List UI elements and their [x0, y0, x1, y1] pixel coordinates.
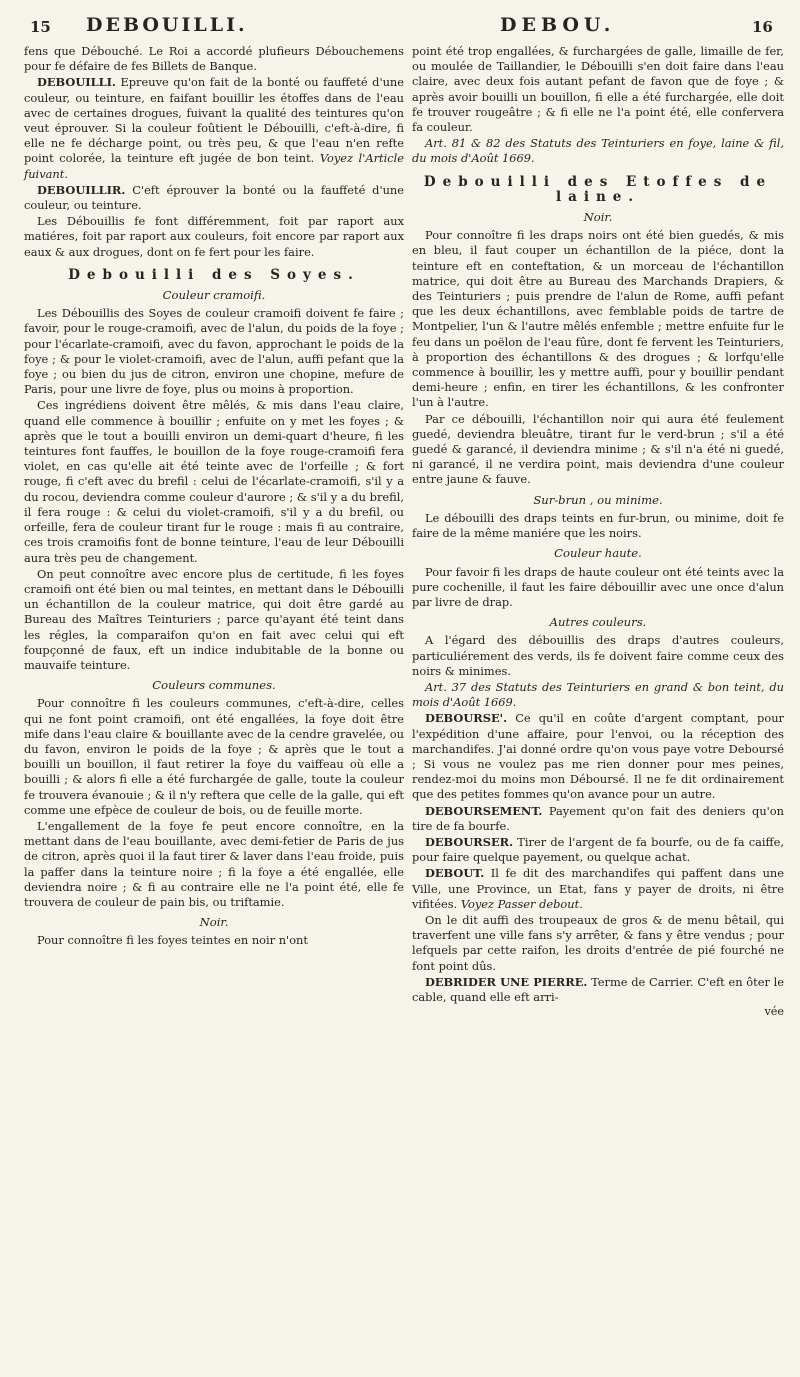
paragraph: fens que Débouché. Le Roi a accordé plufieurs Débouchemens pour fe défaire de fes Billets de Banque. — [24, 44, 404, 74]
entry-headword: DEBOUT. — [425, 866, 485, 881]
paragraph: Pour connoître fi les couleurs communes, c'eft-à-dire, celles qui ne font point cramoifi, ont été engallées, la foye doit être mife dans l'eau claire & bouillante avec de la cendre gravelée, ou du favon, environ le poids de la foye ; & après que le tout a bouilli un bouillon, il faut retirer la foye du vaiffeau où elle a bouilli ; & alors fi elle a été furchargée de galle, toute la couleur fe trouvera évanouie ; & il n'y reftera que celle de la galle, qui eft comme une efpèce de couleur de bois, ou de feuille morte. — [24, 696, 404, 817]
reference-text: Art. 81 & 82 des Statuts des Teinturiers en foye, laine & fil, du mois d'Août 1669. — [412, 136, 784, 166]
entry-debout — [412, 866, 784, 912]
entry-headword: DEBOURSEMENT. — [425, 803, 543, 818]
left-column — [24, 44, 404, 950]
reference-text: Art. 37 des Statuts des Teinturiers en grand & bon teint, du mois d'Août 1669. — [412, 679, 784, 710]
paragraph: Par ce débouilli, l'échantillon noir qui aura été feulement guedé, deviendra bleuâtre, tirant fur le verd-brun ; s'il a été guedé & garancé, il deviendra minime ; & s'il n'a été ni guedé, ni garancé, il ne verdira point, mais deviendra d'une couleur entre jaune & fauve. — [412, 411, 784, 487]
entry-text: Epreuve qu'on fait de la bonté ou fauffeté d'une couleur, ou teinture, en faifant bouillir les étoffes dans de l'eau avec de certaines drogues, fuivant la qualité des teintures qu'on veut éprouver. Si la couleur foûtient le Débouilli, c'eft-à-dire, fi elle ne fe décharge point, ou très peu, & que l'eau n'en refte point colorée, la teinture eft jugée de bon teint. — [24, 75, 404, 166]
right-running-title: DEBOU. — [500, 14, 616, 36]
paragraph: Pour connoître fi les foyes teintes en noir n'ont — [37, 933, 308, 948]
paragraph: On le dit auffi des troupeaux de gros & de menu bêtail, qui traverfent une ville fans s'y arrêter, & fans y être vendus ; pour lefquels par cette raifon, les droits d'entrée de pié fourché ne font point dûs. — [412, 912, 784, 973]
paragraph: A l'égard des débouillis des draps d'autres couleurs, particuliérement des verds, ils fe doivent faire comme ceux des noirs & minimes. — [412, 633, 784, 678]
paragraph: Pour connoître fi les draps noirs ont été bien guedés, & mis en bleu, il faut couper un échantillon de la piéce, dont la teinture eft en conteftation, & un morceau de l'échantillon matrice, qui doit être au Bureau des Marchands Drapiers, & des Teinturiers ; puis prendre de l'alun de Rome, auffi pefant que les deux échantillons, avec femblable poids de tartre de Montpelier, l'un & l'autre mêlés enfemble ; mettre enfuite fur le feu dans un poëlon de l'eau fûre, dont fe fervent les Teinturiers, à proportion des échantillons & des drogues ; & lorfqu'elle commence à bouillir, les y mettre auffi, pour y bouillir pendant demi-heure ; enfin, en tirer les échantillons, & les confronter l'un à l'autre. — [412, 228, 784, 410]
entry-text: Terme de Carrier. C'eft en ôter le cable, quand elle eft arri- — [412, 974, 785, 1004]
paragraph: Les Débouillis des Soyes de couleur cramoifi doivent fe faire ; favoir, pour le rouge-cramoifi, avec de l'alun, du poids de la foye ; pour l'écarlate-cramoifi, avec du favon, approchant le poids de la foye ; & pour le violet-cramoifi, avec de l'alun, auffi pefant que la foye ; ou bien du jus de citron, environ une chopine, mefure de Paris, pour une livre de foye, plus ou moins à proportion. — [24, 306, 404, 397]
subheading-cramoisi: Couleur cramoifi. — [162, 288, 266, 303]
entry-debouillir — [24, 183, 404, 213]
entry-headword: DEBOURSER. — [425, 834, 514, 849]
subheading-noir: Noir. — [583, 210, 613, 225]
section-heading-soyes: Debouilli des Soyes. — [68, 266, 360, 283]
entry-headword: DEBOUILLIR. — [37, 182, 126, 197]
entry-text: C'eft éprouver la bonté ou la fauffeté d'une couleur, ou teinture. — [24, 182, 404, 213]
entry-text: Tirer de l'argent de fa bourfe, ou de fa caiffe, pour faire quelque payement, ou quelque achat. — [412, 834, 784, 865]
paragraph: Pour favoir fi les draps de haute couleur ont été teints avec la pure cochenille, il faut les faire débouillir avec une once d'alun par livre de drap. — [412, 564, 784, 609]
paragraph: On peut connoître avec encore plus de certitude, fi les foyes cramoifi ont été bien ou mal teintes, en mettant dans le Débouilli un échantillon de la couleur matrice, qui doit être gardé au Bureau des Maîtres Teinturiers ; parce qu'ayant été teint dans les régles, la comparaifon qu'on en fait avec celui qui eft foupçonné de faux, eft un indice indubitable de la bonne ou mauvaife teinture. — [24, 566, 404, 672]
entry-debouilli — [24, 75, 404, 181]
paragraph: Ces ingrédiens doivent être mêlés, & mis dans l'eau claire, quand elle commence à bouillir ; enfuite on y met les foyes ; & après que le tout a bouilli environ un demi-quart d'heure, fi les teintures font fauffes, le bouillon de la foye rouge-cramoifi fera violet, en cas qu'elle ait été teinte avec de l'orfeille ; & fort rouge, fi c'eft avec du brefil : celui de l'écarlate-cramoifi, s'il y a du rocou, deviendra comme couleur d'aurore ; & s'il y a du brefil, il fera rouge : & celui du violet-cramoifi, s'il y a du brefil, ou orfeille, fera de couleur tirant fur le rouge : mais fi au contraire, ces trois cramoifis font de bonne teinture, l'eau de leur Débouilli aura très peu de changement. — [24, 398, 404, 565]
statute-reference — [412, 680, 784, 710]
entry-text: Il fe dit des marchandifes qui paffent dans une Ville, une Province, un Etat, fans y payer de droits, ni être vifitées. — [412, 866, 784, 911]
right-page-number: 16 — [752, 18, 773, 36]
catchword: vée — [764, 1005, 784, 1019]
entry-deboursement — [412, 804, 784, 834]
cross-reference: Voyez l'Article fuivant. — [24, 151, 404, 181]
subheading-autres-couleurs: Autres couleurs. — [549, 615, 647, 630]
paragraph: point été trop engallées, & furchargées de galle, limaille de fer, ou moulée de Taillandier, le Débouilli s'en doit faire dans l'eau claire, avec deux fois autant pefant de favon que de foye ; & après avoir bouilli un bouillon, fi elle a été furchargée, elle doit fe trouver rougeâtre ; & fi elle ne l'a point été, elle confervera fa couleur. — [412, 44, 784, 135]
subheading-couleur-haute: Couleur haute. — [554, 546, 642, 561]
subheading-sur-brun: Sur-brun , ou minime. — [533, 492, 663, 507]
paragraph: L'engallement de la foye fe peut encore connoître, en la mettant dans de l'eau bouillante, avec demi-fetier de Paris de jus de citron, après quoi il la faut tirer & laver dans l'eau froide, puis la paffer dans la teinture noire ; fi la foye a été engallée, elle deviendra noire ; & fi au contraire elle ne l'a point été, elle fe trouvera de couleur de pain bis, ou triftamie. — [24, 818, 404, 909]
left-page-number: 15 — [30, 18, 51, 36]
entry-debourse — [412, 711, 784, 802]
right-column — [412, 44, 784, 1019]
entry-text: Ce qu'il en coûte d'argent comptant, pour l'expédition d'une affaire, pour l'envoi, ou la réception des marchandifes. J'ai donné ordre qu'on vous paye votre Deboursé ; Si vous ne voulez pas me rien donner pour mes peines, rendez-moi du moins mon Déboursé. Il ne fe dit ordinairement que des petites fommes qu'on avance pour un autre. — [412, 711, 784, 802]
entry-headword: DEBOUILLI. — [37, 75, 116, 90]
paragraph: Les Débouillis fe font différemment, foit par raport aux matiéres, foit par raport aux couleurs, foit encore par raport aux eaux & aux drogues, dont on fe fert pour les faire. — [24, 214, 404, 259]
entry-text: Payement qu'on fait des deniers qu'on tire de fa bourfe. — [412, 803, 784, 833]
section-heading-etoffes: Debouilli des Etoffes de laine. — [423, 173, 773, 205]
subheading-communes: Couleurs communes. — [152, 678, 276, 693]
statute-reference — [412, 136, 784, 166]
paragraph: Le débouilli des draps teints en fur-brun, ou minime, doit fe faire de la même maniére que les noirs. — [412, 510, 784, 541]
subheading-noir: Noir. — [199, 915, 229, 930]
left-running-title: DEBOUILLI. — [86, 14, 248, 36]
cross-reference: Voyez Passer debout. — [457, 896, 583, 911]
entry-headword: DEBRIDER UNE PIERRE. — [425, 974, 588, 989]
entry-debourser — [412, 835, 784, 865]
entry-headword: DEBOURSE'. — [425, 711, 508, 726]
entry-debrider — [412, 975, 784, 1005]
